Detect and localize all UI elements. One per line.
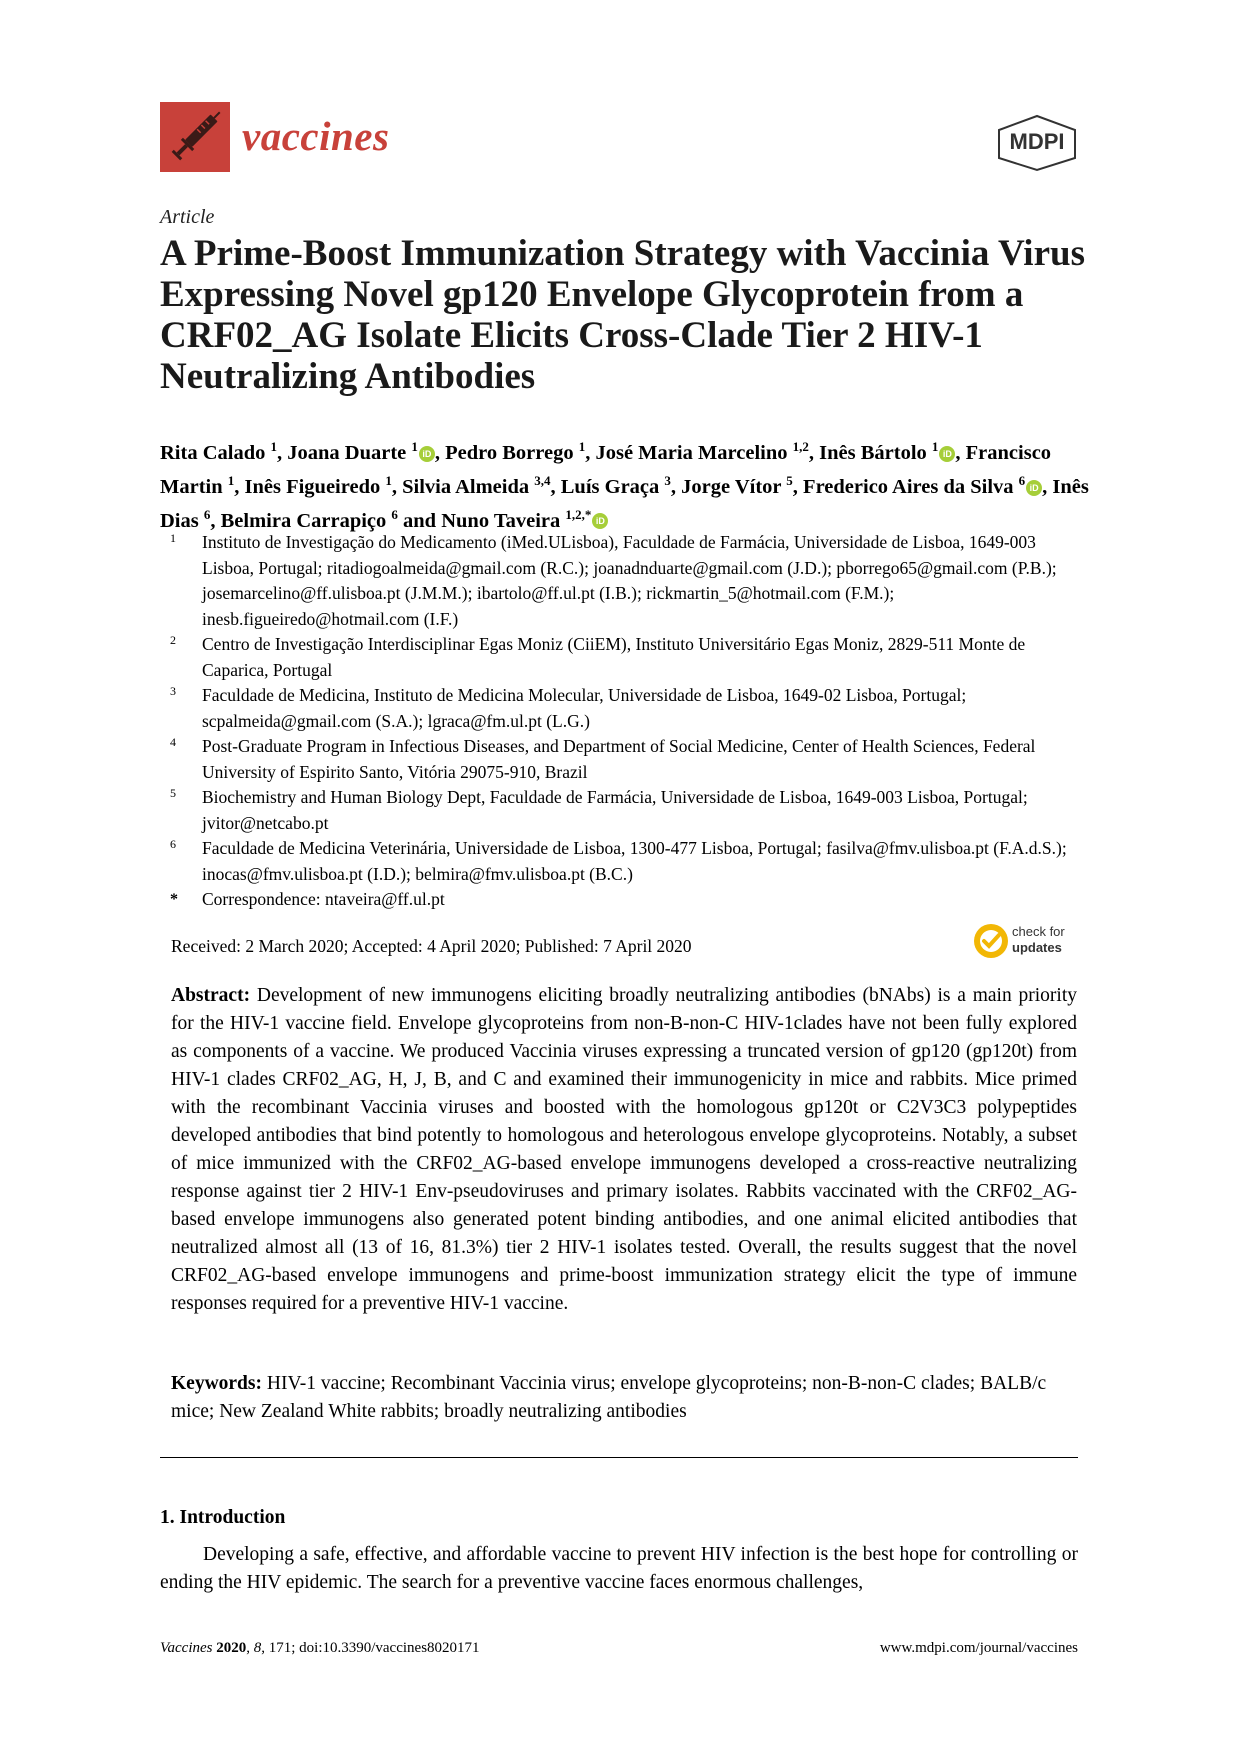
affiliation-number: 1 [170, 531, 176, 545]
affiliation-text: Faculdade de Medicina, Instituto de Medicina Molecular, Universidade de Lisboa, 1649-02 Lisboa, Portugal; scpalmeida@gmail.com (S.A.); lgraca@fm.ul.pt (L.G.) [202, 685, 967, 731]
affiliation-number: 6 [170, 837, 176, 851]
author: Nuno Taveira [441, 509, 561, 532]
author-affiliation: 3 [664, 472, 671, 488]
author-affiliation: 1 [931, 439, 939, 454]
author: Francisco Martin [160, 441, 1052, 498]
affiliation-item [160, 683, 1090, 734]
affiliation-list [160, 530, 1090, 913]
article-type: Article [160, 206, 215, 228]
affiliation-text: Centro de Investigação Interdisciplinar Egas Moniz (CiiEM), Instituto Universitário Egas Moniz, 2829-511 Monte de Caparica, Portugal [202, 634, 1026, 680]
author-affiliation: 6 [1018, 472, 1026, 488]
introduction-text: Developing a safe, effective, and affordable vaccine to prevent HIV infection is the best hope for controlling or ending the HIV epidemic. The search for a preventive vaccine faces enormous challenges, [160, 1544, 1078, 1593]
author-affiliation: 5 [786, 472, 793, 488]
journal-name: vaccines [242, 113, 390, 159]
affiliation-text: Post-Graduate Program in Infectious Diseases, and Department of Social Medicine, Center of Health Sciences, Federal University of Espirito Santo, Vitória 29075-910, Brazil [202, 736, 1036, 782]
footer-journal: Vaccines [160, 1640, 213, 1656]
correspondence-item [160, 887, 1090, 913]
author: Luís Graça [560, 475, 660, 498]
check-updates-line2: updates [1012, 940, 1062, 955]
affiliation-item [160, 632, 1090, 683]
orcid-icon[interactable]: iD [939, 446, 955, 462]
author-affiliation: 1 [411, 439, 418, 454]
orcid-icon[interactable]: iD [1026, 480, 1042, 496]
footer-doi: , 171; doi:10.3390/vaccines8020171 [261, 1640, 480, 1656]
orcid-icon[interactable]: iD [592, 513, 608, 529]
check-updates-icon [972, 922, 1010, 960]
check-updates-text [1012, 924, 1065, 956]
author-affiliation: 1 [578, 439, 586, 454]
author-affiliation: 6 [203, 506, 211, 522]
author-affiliation: 6 [391, 506, 398, 522]
orcid-icon[interactable]: iD [419, 446, 435, 462]
journal-logo [160, 102, 230, 172]
author: José Maria Marcelino [595, 441, 788, 464]
author: Inês Figueiredo [244, 475, 381, 498]
correspondence-text: Correspondence: ntaveira@ff.ul.pt [202, 889, 445, 909]
affiliation-number: 3 [170, 684, 176, 698]
footer-citation: Vaccines 2020, 8, 171; doi:10.3390/vaccines8020171 [160, 1640, 480, 1656]
keywords [171, 1370, 1077, 1426]
mdpi-logo-text: MDPI [1009, 129, 1065, 154]
syringe-icon [160, 102, 230, 172]
author: Pedro Borrego [445, 441, 574, 464]
author-affiliation: 1,2 [792, 439, 809, 454]
author: Joana Duarte [287, 441, 407, 464]
check-updates-line1: check for [1012, 924, 1065, 939]
footer-year: 2020 [216, 1640, 247, 1656]
publication-dates: Received: 2 March 2020; Accepted: 4 April 2020; Published: 7 April 2020 [171, 936, 692, 956]
author-affiliation: 1 [227, 472, 235, 488]
author-affiliation: 3,4 [534, 472, 551, 488]
author-affiliation: 1 [385, 472, 392, 488]
author: Silvia Almeida [402, 475, 530, 498]
affiliation-item [160, 530, 1090, 632]
affiliation-text: Faculdade de Medicina Veterinária, Universidade de Lisboa, 1300-477 Lisboa, Portugal; fasilva@fmv.ulisboa.pt (F.A.d.S.); inocas@fmv.ulisboa.pt (I.D.); belmira@fmv.ulisboa.pt (B.C.) [202, 838, 1067, 884]
author: Inês Dias [160, 475, 1089, 532]
affiliation-text: Instituto de Investigação do Medicamento (iMed.ULisboa), Faculdade de Farmácia, Universidade de Lisboa, 1649-003 Lisboa, Portugal; ritadiogoalmeida@gmail.com (R.C.); joanadnduarte@gmail.com (J.D.); pborrego65@gmail.com (P.B.); josemarcelino@ff.ulisboa.pt (J.M.M.); ibartolo@ff.ul.pt (I.B.); rickmartin_5@hotmail.com (F.M.); inesb.figueiredo@hotmail.com (I.F.) [202, 532, 1057, 629]
author-list: Rita Calado $^1$, Joana Duarte $^1$ iD , Pedro Borrego $^1$, José Maria Marcelino $^{1,2}$, Inês Bártolo $^1$ iD , Francisco Martin $^1$, Inês Figueiredo $^1$, Silvia Almeida $^{3,4}$, Luís Graça $^3$, Jorge Vítor $^5$, Frederico Aires da Silva $^6$ iD , Inês Dias $^6$, Belmira Carrapiço $^6$ and Nuno Taveira $^{1,2,*}$ iD [160, 439, 1089, 532]
keywords-text: HIV-1 vaccine; Recombinant Vaccinia virus; envelope glycoproteins; non-B-non-C clades; BALB/c mice; New Zealand White rabbits; broadly neutralizing antibodies [171, 1373, 1047, 1422]
footer-volume: 8 [253, 1640, 262, 1656]
footer-url[interactable]: www.mdpi.com/journal/vaccines [879, 1640, 1078, 1656]
author-connector: and [403, 509, 437, 532]
affiliation-text: Biochemistry and Human Biology Dept, Faculdade de Farmácia, Universidade de Lisboa, 1649-003 Lisboa, Portugal; jvitor@netcabo.pt [202, 787, 1028, 833]
author: Jorge Vítor [681, 475, 782, 498]
abstract [171, 982, 1077, 1318]
check-for-updates-badge[interactable] [972, 922, 1084, 962]
author: Belmira Carrapiço [220, 509, 387, 532]
affiliation-number: 5 [170, 786, 176, 800]
affiliation-item [160, 734, 1090, 785]
abstract-label: Abstract: [171, 985, 251, 1006]
affiliation-number: 4 [170, 735, 176, 749]
section-heading: 1. Introduction [160, 1507, 286, 1528]
affiliation-item [160, 836, 1090, 887]
affiliation-number: 2 [170, 633, 176, 647]
keywords-label: Keywords: [171, 1373, 262, 1394]
section-divider [160, 1457, 1078, 1458]
abstract-text: Development of new immunogens eliciting broadly neutralizing antibodies (bNAbs) is a main priority for the HIV-1 vaccine field. Envelope glycoproteins from non-B-non-C HIV-1clades have not been fully explored as components of a vaccine. We produced Vaccinia viruses expressing a truncated version of gp120 (gp120t) from HIV-1 clades CRF02_AG, H, J, B, and C and examined their immunogenicity in mice and rabbits. Mice primed with the recombinant Vaccinia viruses and boosted with the homologous gp120t or C2V3C3 polypeptides developed antibodies that bind potently to homologous and heterologous envelope glycoproteins. Notably, a subset of mice immunized with the CRF02_AG-based envelope immunogens developed a cross-reactive neutralizing response against tier 2 HIV-1 Env-pseudoviruses and primary isolates. Rabbits vaccinated with the CRF02_AG-based envelope immunogens also generated potent binding antibodies, and one animal elicited antibodies that neutralized almost all (13 of 16, 81.3%) tier 2 HIV-1 isolates tested. Overall, the results suggest that the novel CRF02_AG-based envelope immunogens and prime-boost immunization strategy elicit the type of immune responses required for a preventive HIV-1 vaccine. [171, 985, 1077, 1314]
author-affiliation: 1 [270, 439, 277, 454]
affiliation-item [160, 785, 1090, 836]
author-affiliation: 1,2,* [565, 506, 592, 522]
author: Inês Bártolo [819, 441, 927, 464]
mdpi-logo [995, 114, 1079, 177]
author: Frederico Aires da Silva [803, 475, 1014, 498]
author: Rita Calado [160, 441, 266, 464]
article-title: A Prime-Boost Immunization Strategy with Vaccinia Virus Expressing Novel gp120 Envelope Glycoprotein from a CRF02_AG Isolate Elicits Cross-Clade Tier 2 HIV-1 Neutralizing Antibodies [160, 233, 1085, 397]
correspondence-mark: * [170, 891, 178, 908]
